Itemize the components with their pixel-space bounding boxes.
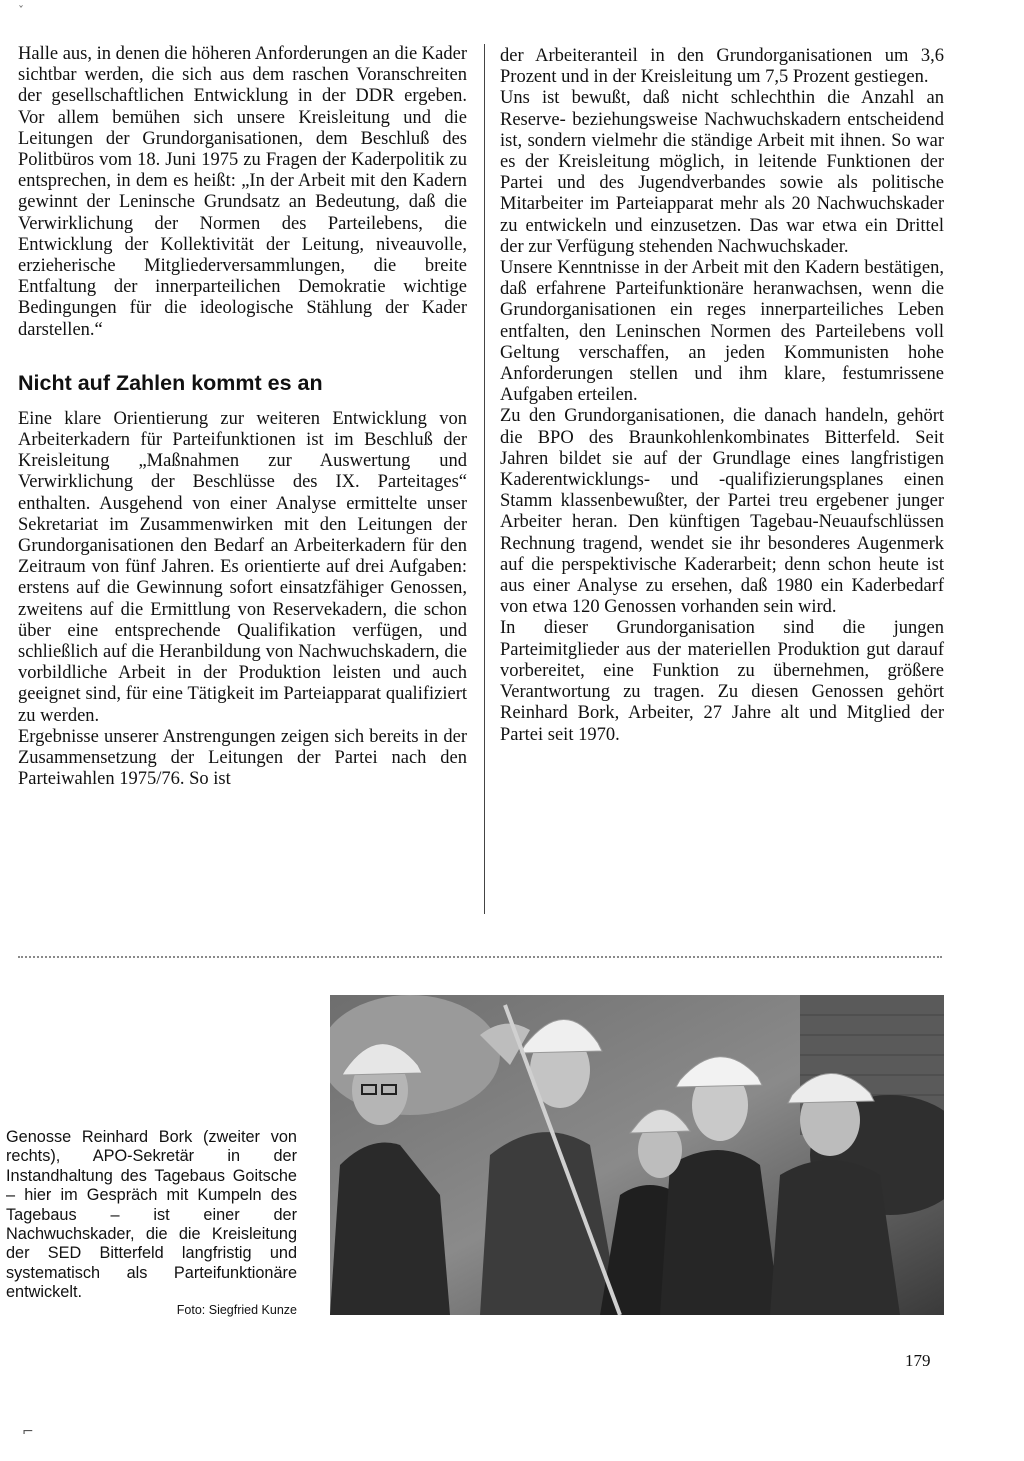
scan-mark-top: ˇ	[18, 4, 24, 18]
column-divider	[484, 44, 485, 914]
right-column	[500, 46, 944, 746]
right-paragraph-4: Zu den Grundorganisationen, die danach handeln, gehört die BPO des Braunkohlenkombinates Bitterfeld. Seit Jahren bildet sie auf der Grundlage eines langfristigen Kaderentwicklungs- und -qualifizierungsplanes einen Stamm klassenbewußter, der Partei treu ergebener junger Arbeiter heran. Den künftigen Tagebau-Neuaufschlüssen Rechnung tragend, wendet sie ihr besonderes Augenmerk auf die perspektivische Kaderarbeit; denn schon heute ist aus einer Analyse zu ersehen, daß 1980 ein Kaderbedarf von etwa 120 Genossen vorhanden sein wird.	[500, 406, 944, 618]
photo-caption: Genosse Reinhard Bork (zweiter von rechts), APO-Sekretär in der Instandhaltung des Tagebaus Goitsche – hier im Gespräch mit Kumpeln des Tagebaus – ist einer der Nachwuchskader, die die Kreisleitung der SED Bitterfeld langfristig und systematisch als Parteifunktionäre entwickelt.	[6, 1128, 297, 1302]
right-paragraph-1: der Arbeiteranteil in den Grundorganisationen um 3,6 Prozent und in der Kreisleitung um 7,5 Prozent gestiegen.	[500, 46, 944, 88]
left-paragraph-2: Eine klare Orientierung zur weiteren Entwicklung von Arbeiterkadern für Parteifunktionen ist im Beschluß der Kreisleitung „Maßnahmen zur Auswertung und Verwirklichung der Beschlüsse des IX. Parteitages“ enthalten. Ausgehend von einer Analyse ermittelte unser Sekretariat im Zusammenwirken mit den Leitungen der Grundorganisationen den Bedarf an Arbeiterkadern für den Zeitraum von fünf Jahren. Es orientierte auf drei Aufgaben: erstens auf die Gewinnung sofort einsatzfähiger Genossen, zweitens auf die Ermittlung von Reservekadern, die schon über eine entsprechende Qualifikation verfügen, und schließlich auf die Heranbildung von Nachwuchskadern, die vorbildliche Arbeit in der Produktion leisten und auch geeignet sind, für eine Tätigkeit im Parteiapparat qualifiziert zu werden.	[18, 408, 467, 726]
left-paragraph-3: Ergebnisse unserer Anstrengungen zeigen sich bereits in der Zusammensetzung der Leitungen der Partei nach den Parteiwahlen 1975/76. So ist	[18, 726, 467, 790]
photo-workers-in-hard-hats	[330, 995, 944, 1315]
right-paragraph-5: In dieser Grundorganisation sind die jungen Parteimitglieder aus der materiellen Produktion gut darauf vorbereitet, eine Funktion zu übernehmen, größere Verantwortung zu tragen. Zu diesen Genossen gehört Reinhard Bork, Arbeiter, 27 Jahre alt und Mitglied der Partei seit 1970.	[500, 618, 944, 745]
scan-mark-bottom: ⌐	[22, 1424, 34, 1440]
left-paragraph-1: Halle aus, in denen die höheren Anforderungen an die Kader sichtbar werden, die sich aus dem raschen Voranschreiten der gesellschaftlichen Entwicklung in der DDR ergeben. Vor allem bemühen sich unsere Kreisleitung und die Leitungen der Grundorganisationen, dem Beschluß des Politbüros vom 18. Juni 1975 zu Fragen der Kaderpolitik zu entsprechen, in dem es heißt: „In der Arbeit mit den Kadern gewinnt der Leninsche Grundsatz an Bedeutung, daß die Verwirklichung der Normen des Parteilebens, die Entwicklung der Kollektivität der Leitung, niveauvolle, erzieherische Mitgliederversammlungen, die breite Entfaltung der innerparteilichen Demokratie wichtige Bedingungen für die ideologische Stählung der Kader darstellen.“	[18, 44, 467, 340]
left-column	[18, 44, 467, 791]
right-paragraph-3: Unsere Kenntnisse in der Arbeit mit den Kadern bestätigen, daß erfahrene Parteifunktionäre heranwachsen, wenn die Grundorganisationen ein reges innerparteiliches Leben entfalten, den Leninschen Normen des Parteilebens voll Geltung verschaffen, an jeden Kommunisten hohe Anforderungen stellen und ihm klare, festumrissene Aufgaben erteilen.	[500, 258, 944, 406]
section-separator-rule	[18, 956, 942, 958]
section-heading: Nicht auf Zahlen kommt es an	[18, 370, 323, 395]
right-paragraph-2: Uns ist bewußt, daß nicht schlechthin die Anzahl an Reserve- beziehungsweise Nachwuchskadern entscheidend ist, sondern vielmehr die ständige Arbeit mit ihnen. So war es der Kreisleitung möglich, in leitende Funktionen der Partei und des Jugendverbandes sowie als politische Mitarbeiter im Parteiapparat mehr als 20 Nachwuchskader zu entwickeln und einzusetzen. Das war etwa ein Drittel der zur Verfügung stehenden Nachwuchskader.	[500, 88, 944, 257]
page-number: 179	[905, 1351, 931, 1370]
photo-credit: Foto: Siegfried Kunze	[176, 1303, 297, 1317]
